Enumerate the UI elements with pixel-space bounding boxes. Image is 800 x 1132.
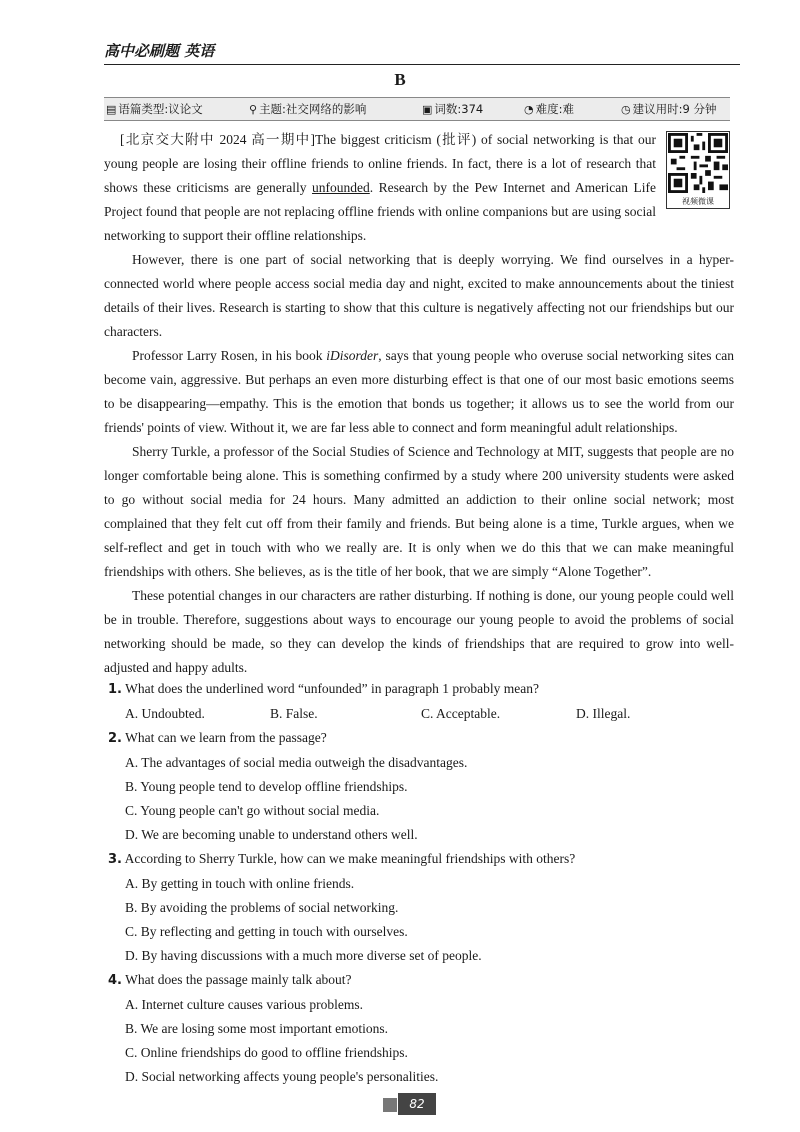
page-number: 82: [398, 1093, 436, 1115]
option-a[interactable]: A. Undoubted.: [125, 706, 205, 721]
genre-info: ▤ 语篇类型:议论文: [106, 102, 203, 116]
difficulty-info: ◔ 难度:难: [524, 102, 574, 116]
question-number: 3.: [108, 852, 122, 867]
question-text: What does the passage mainly talk about?: [125, 972, 352, 987]
question-number: 4.: [108, 973, 122, 988]
gauge-icon: ◔: [524, 103, 534, 116]
qr-caption: 视频微课: [682, 197, 714, 206]
question-4: [108, 968, 728, 1089]
paragraph-4: Sherry Turkle, a professor of the Social Studies of Science and Technology at MIT, suggests that people are no longer comfortable being alone. This is something confirmed by a study where 200 university students were asked to go without social media for 24 hours. Many admitted an addiction to their online social network; most complained that they felt cut off from their family and friends. But being alone is a time, Turkle argues, when we self-reflect and get in touch with who we really are. It is only when we do this that we can make meaningful friendships with others. She believes, as is the title of her book, that we are simply “Alone Together”.: [104, 444, 734, 579]
question-text: What does the underlined word “unfounded” in paragraph 1 probably mean?: [125, 681, 539, 696]
source-label: [北京交大附中 2024 高一期中]: [120, 132, 315, 147]
paragraph-3: Professor Larry Rosen, in his book iDisorder, says that young people who overuse social networking sites can become vain, aggressive. But perhaps an even more disturbing effect is that one of our most basic emotions seems to be disappearing—empathy. This is the emotion that bonds us together; it allows us to see the world from our friends' points of view. Without it, we are far less able to connect and form meaningful adult relationships.: [104, 348, 735, 435]
option-b[interactable]: B. By avoiding the problems of social networking.: [125, 900, 399, 915]
clock-icon: ◷: [621, 103, 631, 116]
magnifier-icon: ⚲: [249, 103, 258, 116]
option-d[interactable]: D. By having discussions with a much more diverse set of people.: [125, 948, 482, 963]
topic-info: ⚲ 主题:社交网络的影响: [249, 102, 367, 116]
page-number-decoration: [383, 1098, 397, 1112]
question-text: According to Sherry Turkle, how can we make meaningful friendships with others?: [124, 851, 576, 866]
section-letter: B: [394, 70, 406, 89]
question-2: [108, 726, 728, 847]
option-b[interactable]: B. We are losing some most important emotions.: [125, 1021, 389, 1036]
info-bar: [104, 97, 730, 121]
question-number: 1.: [108, 682, 122, 697]
question-1: [108, 677, 728, 726]
option-d[interactable]: D. We are becoming unable to understand others well.: [125, 827, 418, 842]
option-a[interactable]: A. By getting in touch with online friends.: [125, 876, 355, 891]
header-rule: [104, 64, 740, 65]
question-text: What can we learn from the passage?: [125, 730, 327, 745]
option-c[interactable]: C. Young people can't go without social media.: [125, 803, 380, 818]
document-icon: ▤: [106, 103, 117, 116]
word-count-info: ▣ 词数:374: [422, 102, 484, 116]
option-row: [125, 702, 728, 726]
option-b[interactable]: B. Young people tend to develop offline friendships.: [125, 779, 408, 794]
option-c[interactable]: C. Acceptable.: [421, 706, 501, 721]
option-c[interactable]: C. By reflecting and getting in touch with ourselves.: [125, 924, 408, 939]
time-info: ◷ 建议用时:9 分钟: [621, 102, 717, 116]
option-d[interactable]: D. Social networking affects young people's personalities.: [125, 1069, 439, 1084]
question-3: [108, 847, 728, 968]
option-d[interactable]: D. Illegal.: [576, 706, 631, 721]
paragraph-5: These potential changes in our characters are rather disturbing. If nothing is done, our young people could well be in trouble. Therefore, suggestions about ways to encourage our young people to avoid the problems of social networking should be made, so they can develop the kinds of friendships that are required to grow into well-adjusted and happy adults.: [104, 588, 734, 675]
book-title-idisorder: iDisorder: [326, 348, 379, 363]
paragraph-1: [北京交大附中 2024 高一期中]The biggest criticism (批评) of social networking is that our young people are losing their offline friends to online friends. In fact, there is a lot of research that shows these criticisms are generally unfounded. Research by the Pew Internet and American Life Project found that people are not replacing offline friends with online companions but are using social networking to support their offline relationships.: [104, 132, 656, 243]
option-a[interactable]: A. The advantages of social media outweigh the disadvantages.: [125, 755, 468, 770]
book-title: 高中必刷题 英语: [104, 42, 215, 60]
option-b[interactable]: B. False.: [270, 706, 318, 721]
question-number: 2.: [108, 731, 122, 746]
underlined-word: unfounded: [312, 180, 370, 195]
option-c[interactable]: C. Online friendships do good to offline friendships.: [125, 1045, 408, 1060]
passage: [104, 128, 734, 680]
paragraph-2: However, there is one part of social networking that is deeply worrying. We find ourselves in a hyper-connected world where people access social media day and night, excited to make announcements about the tiniest details of their lives. Research is starting to show that this culture is negatively affecting not our friendships but our characters.: [104, 252, 734, 339]
questions: [108, 677, 728, 1089]
option-a[interactable]: A. Internet culture causes various problems.: [125, 997, 364, 1012]
book-icon: ▣: [422, 103, 433, 116]
